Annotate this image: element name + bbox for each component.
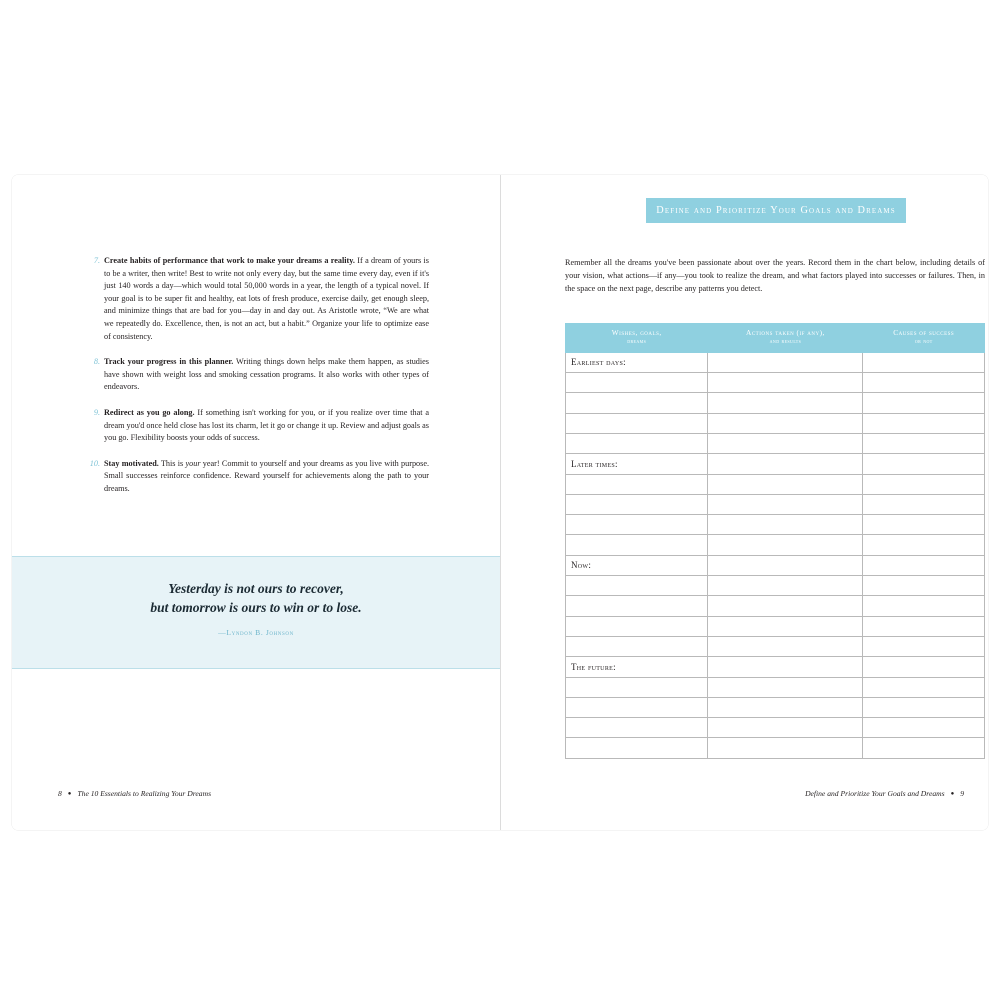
blank-entry-cell[interactable] bbox=[566, 494, 708, 514]
list-item-text bbox=[104, 407, 429, 445]
blank-entry-cell[interactable] bbox=[566, 413, 708, 433]
blank-entry-cell[interactable] bbox=[863, 738, 985, 758]
blank-entry-cell[interactable] bbox=[566, 697, 708, 717]
left-page bbox=[12, 175, 501, 830]
list-item-body: This is your year! Commit to yourself and your dreams as you live with purpose. Small successes reinforce confidence. Reward yourself for achievements along the path to your dreams. bbox=[104, 458, 430, 493]
essentials-list bbox=[84, 255, 429, 509]
table-row bbox=[566, 576, 985, 596]
blank-entry-cell[interactable] bbox=[708, 677, 863, 697]
blank-entry-cell[interactable] bbox=[863, 718, 985, 738]
blank-entry-cell[interactable] bbox=[566, 596, 708, 616]
blank-entry-cell[interactable] bbox=[708, 576, 863, 596]
blank-entry-cell[interactable] bbox=[863, 352, 985, 372]
blank-entry-cell[interactable] bbox=[863, 515, 985, 535]
table-row bbox=[566, 738, 985, 758]
list-item-body: If a dream of yours is to be a writer, then write! Best to write not only every day, but the same time every day, even if it's just 140 words a day—which would total 50,000 words in a year, the length of a typical novel. If your goal is to be super fit and healthy, eat lots of fresh produce, exercise daily, get enough sleep, and minimize things that are bad for you—day in and day out. As Aristotle wrote, “We are what we repeatedly do. Excellence, then, is not an act, but a habit.” Organize your life to optimize ease of consistency. bbox=[104, 256, 429, 341]
blank-entry-cell[interactable] bbox=[863, 596, 985, 616]
blank-entry-cell[interactable] bbox=[566, 535, 708, 555]
list-item-lead: Redirect as you go along. bbox=[104, 407, 195, 417]
blank-entry-cell[interactable] bbox=[708, 515, 863, 535]
blank-entry-cell[interactable] bbox=[863, 677, 985, 697]
table-row bbox=[566, 474, 985, 494]
blank-entry-cell[interactable] bbox=[566, 576, 708, 596]
table-row bbox=[566, 697, 985, 717]
table-row bbox=[566, 718, 985, 738]
blank-entry-cell[interactable] bbox=[863, 636, 985, 656]
blank-entry-cell[interactable] bbox=[863, 576, 985, 596]
list-item-number: 10. bbox=[89, 458, 100, 468]
table-body bbox=[566, 352, 985, 758]
list-item bbox=[84, 407, 429, 445]
blank-entry-cell[interactable] bbox=[863, 393, 985, 413]
blank-entry-cell[interactable] bbox=[708, 434, 863, 454]
folio-right bbox=[805, 789, 964, 798]
right-page bbox=[501, 175, 988, 830]
list-item-number: 8. bbox=[93, 357, 100, 367]
table-row bbox=[566, 393, 985, 413]
blank-entry-cell[interactable] bbox=[708, 413, 863, 433]
table-row bbox=[566, 636, 985, 656]
blank-entry-cell[interactable] bbox=[708, 555, 863, 575]
list-item-lead: Stay motivated. bbox=[104, 458, 159, 468]
table-row bbox=[566, 677, 985, 697]
list-item-number: 7. bbox=[93, 256, 100, 265]
pull-quote bbox=[12, 579, 501, 637]
goals-worksheet-table bbox=[565, 323, 985, 759]
blank-entry-cell[interactable] bbox=[708, 373, 863, 393]
list-item-text bbox=[104, 255, 429, 343]
column-header-causes-of-success: Causes of success or not bbox=[863, 324, 985, 353]
blank-entry-cell[interactable] bbox=[566, 677, 708, 697]
blank-entry-cell[interactable] bbox=[566, 434, 708, 454]
page-number: 9 bbox=[960, 789, 964, 798]
blank-entry-cell[interactable] bbox=[863, 697, 985, 717]
blank-entry-cell[interactable] bbox=[863, 413, 985, 433]
blank-entry-cell[interactable] bbox=[863, 474, 985, 494]
table-header-row bbox=[566, 324, 985, 353]
blank-entry-cell[interactable] bbox=[708, 454, 863, 474]
blank-entry-cell[interactable] bbox=[708, 535, 863, 555]
blank-entry-cell[interactable] bbox=[566, 474, 708, 494]
table-row bbox=[566, 616, 985, 636]
pull-quote-line-1: Yesterday is not ours to recover, bbox=[168, 581, 344, 596]
table-section-row bbox=[566, 555, 985, 575]
pull-quote-band bbox=[12, 556, 501, 669]
pull-quote-attribution: —Lyndon B. Johnson bbox=[218, 628, 294, 637]
page-number: 8 bbox=[58, 789, 62, 798]
list-item-number: 9. bbox=[93, 407, 100, 417]
section-label-cell: Later times: bbox=[566, 454, 708, 474]
list-item-text bbox=[104, 356, 429, 394]
blank-entry-cell[interactable] bbox=[863, 494, 985, 514]
blank-entry-cell[interactable] bbox=[708, 718, 863, 738]
blank-entry-cell[interactable] bbox=[566, 393, 708, 413]
section-intro-paragraph: Remember all the dreams you've been passionate about over the years. Record them in the chart below, including details of your vision, what actions—if any—you took to realize the dream, and what factors played into successes or failures. Then, in the space on the next page, describe any patterns you detect. bbox=[565, 258, 985, 293]
section-header-title: Define and Prioritize Your Goals and Dreams bbox=[656, 205, 896, 216]
blank-entry-cell[interactable] bbox=[708, 616, 863, 636]
list-item bbox=[84, 356, 429, 394]
running-head: The 10 Essentials to Realizing Your Dreams bbox=[77, 789, 212, 798]
blank-entry-cell[interactable] bbox=[708, 494, 863, 514]
blank-entry-cell[interactable] bbox=[863, 373, 985, 393]
list-item-lead: Track your progress in this planner. bbox=[104, 357, 234, 367]
page-corner-mask bbox=[976, 818, 988, 830]
blank-entry-cell[interactable] bbox=[708, 352, 863, 372]
blank-entry-cell[interactable] bbox=[566, 636, 708, 656]
table-row bbox=[566, 373, 985, 393]
table-row bbox=[566, 596, 985, 616]
running-head: Define and Prioritize Your Goals and Dreams bbox=[805, 789, 945, 798]
blank-entry-cell[interactable] bbox=[708, 474, 863, 494]
table-section-row bbox=[566, 454, 985, 474]
blank-entry-cell[interactable] bbox=[863, 454, 985, 474]
section-header-banner bbox=[646, 198, 906, 223]
blank-entry-cell[interactable] bbox=[863, 555, 985, 575]
table-row bbox=[566, 413, 985, 433]
list-item-body: Writing things down helps make them happen, as studies have shown with weight loss and smoking cessation programs. It also works with other types of endeavors. bbox=[104, 357, 429, 392]
table-section-row bbox=[566, 657, 985, 677]
list-item-text bbox=[104, 458, 429, 496]
table-section-row bbox=[566, 352, 985, 372]
blank-entry-cell[interactable] bbox=[863, 657, 985, 677]
blank-entry-cell[interactable] bbox=[863, 434, 985, 454]
section-label-cell: The future: bbox=[566, 657, 708, 677]
page-corner-mask bbox=[976, 175, 988, 187]
blank-entry-cell[interactable] bbox=[566, 738, 708, 758]
section-label-cell: Now: bbox=[566, 555, 708, 575]
pull-quote-line-2: but tomorrow is ours to win or to lose. bbox=[150, 600, 362, 615]
blank-entry-cell[interactable] bbox=[863, 535, 985, 555]
column-header-actions-taken: Actions taken (if any), and results bbox=[708, 324, 863, 353]
list-item bbox=[84, 255, 429, 343]
blank-entry-cell[interactable] bbox=[566, 616, 708, 636]
folio-bullet-icon: ● bbox=[67, 790, 72, 797]
page-corner-mask bbox=[12, 818, 24, 830]
blank-entry-cell[interactable] bbox=[708, 738, 863, 758]
table-row bbox=[566, 494, 985, 514]
blank-entry-cell[interactable] bbox=[708, 393, 863, 413]
blank-entry-cell[interactable] bbox=[566, 515, 708, 535]
list-item bbox=[84, 458, 429, 496]
list-item-body: If something isn't working for you, or if you realize over time that a dream you'd once held close has lost its charm, let it go or change it up. Review and adjust goals as you go. Flexibility boosts your odds of success. bbox=[104, 407, 429, 443]
column-header-wishes-goals-dreams: Wishes, goals, dreams bbox=[566, 324, 708, 353]
table-row bbox=[566, 434, 985, 454]
list-item-lead: Create habits of performance that work to make your dreams a reality. bbox=[104, 256, 355, 265]
blank-entry-cell[interactable] bbox=[566, 718, 708, 738]
table-row bbox=[566, 515, 985, 535]
blank-entry-cell[interactable] bbox=[708, 697, 863, 717]
blank-entry-cell[interactable] bbox=[566, 373, 708, 393]
page-corner-mask bbox=[12, 175, 24, 187]
table-row bbox=[566, 535, 985, 555]
folio-bullet-icon: ● bbox=[950, 790, 955, 797]
section-label-cell: Earliest days: bbox=[566, 352, 708, 372]
blank-entry-cell[interactable] bbox=[708, 636, 863, 656]
folio-left bbox=[58, 789, 211, 798]
blank-entry-cell[interactable] bbox=[708, 596, 863, 616]
blank-entry-cell[interactable] bbox=[708, 657, 863, 677]
blank-entry-cell[interactable] bbox=[863, 616, 985, 636]
open-book bbox=[12, 175, 988, 830]
